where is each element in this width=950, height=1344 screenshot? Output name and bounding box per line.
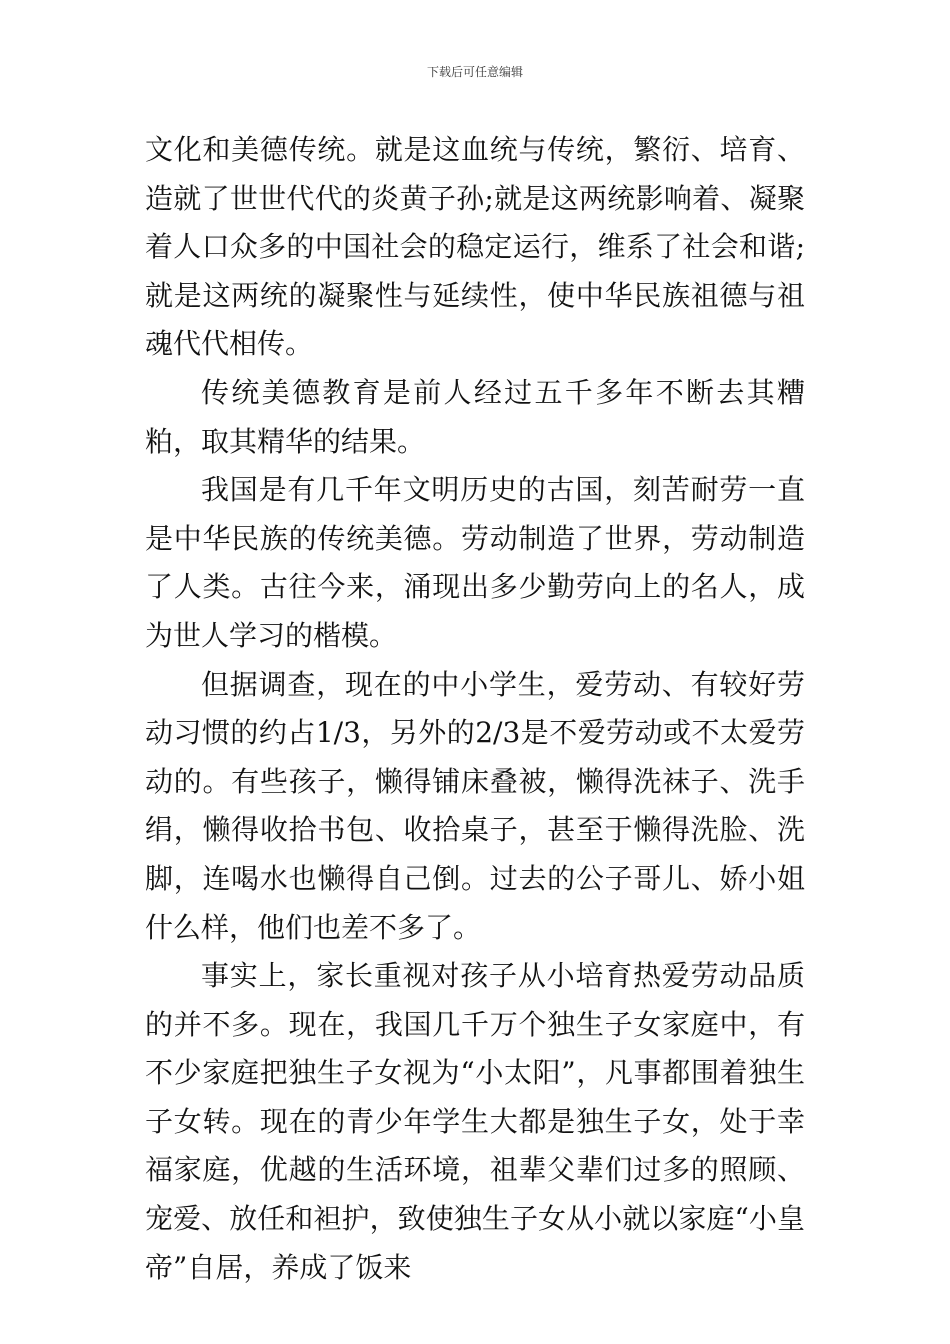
paragraph: 我国是有几千年文明历史的古国，刻苦耐劳一直是中华民族的传统美德。劳动制造了世界，劳动制造了人类。古往今来，涌现出多少勤劳向上的名人，成为世人学习的楷模。 [145, 473, 805, 652]
page-header: 下载后可任意编辑 [426, 65, 523, 79]
paragraph: 文化和美德传统。就是这血统与传统，繁衍、培育、造就了世世代代的炎黄子孙;就是这两统影响着、凝聚着人口众多的中国社会的稳定运行，维系了社会和谐;就是这两统的凝聚性与延续性，使中华民族祖德与祖魂代代相传。 [145, 133, 805, 361]
paragraph: 但据调查，现在的中小学生，爱劳动、有较好劳动习惯的约占1/3，另外的2/3是不爱劳动或不太爱劳动的。有些孩子，懒得铺床叠被，懒得洗袜子、洗手绢，懒得收拾书包、收拾桌子，甚至于懒得洗脸、洗脚，连喝水也懒得自己倒。过去的公子哥儿、娇小姐什么样，他们也差不多了。 [145, 667, 805, 944]
document-body [145, 126, 805, 1292]
paragraph: 事实上，家长重视对孩子从小培育热爱劳动品质的并不多。现在，我国几千万个独生子女家庭中，有不少家庭把独生子女视为“小太阳”，凡事都围着独生子女转。现在的青少年学生大都是独生子女，处于幸福家庭，优越的生活环境，祖辈父辈们过多的照顾、宠爱、放任和袒护，致使独生子女从小就以家庭“小皇帝”自居，养成了饭来 [145, 959, 805, 1284]
paragraph: 传统美德教育是前人经过五千多年不断去其糟粕，取其精华的结果。 [145, 375, 805, 458]
